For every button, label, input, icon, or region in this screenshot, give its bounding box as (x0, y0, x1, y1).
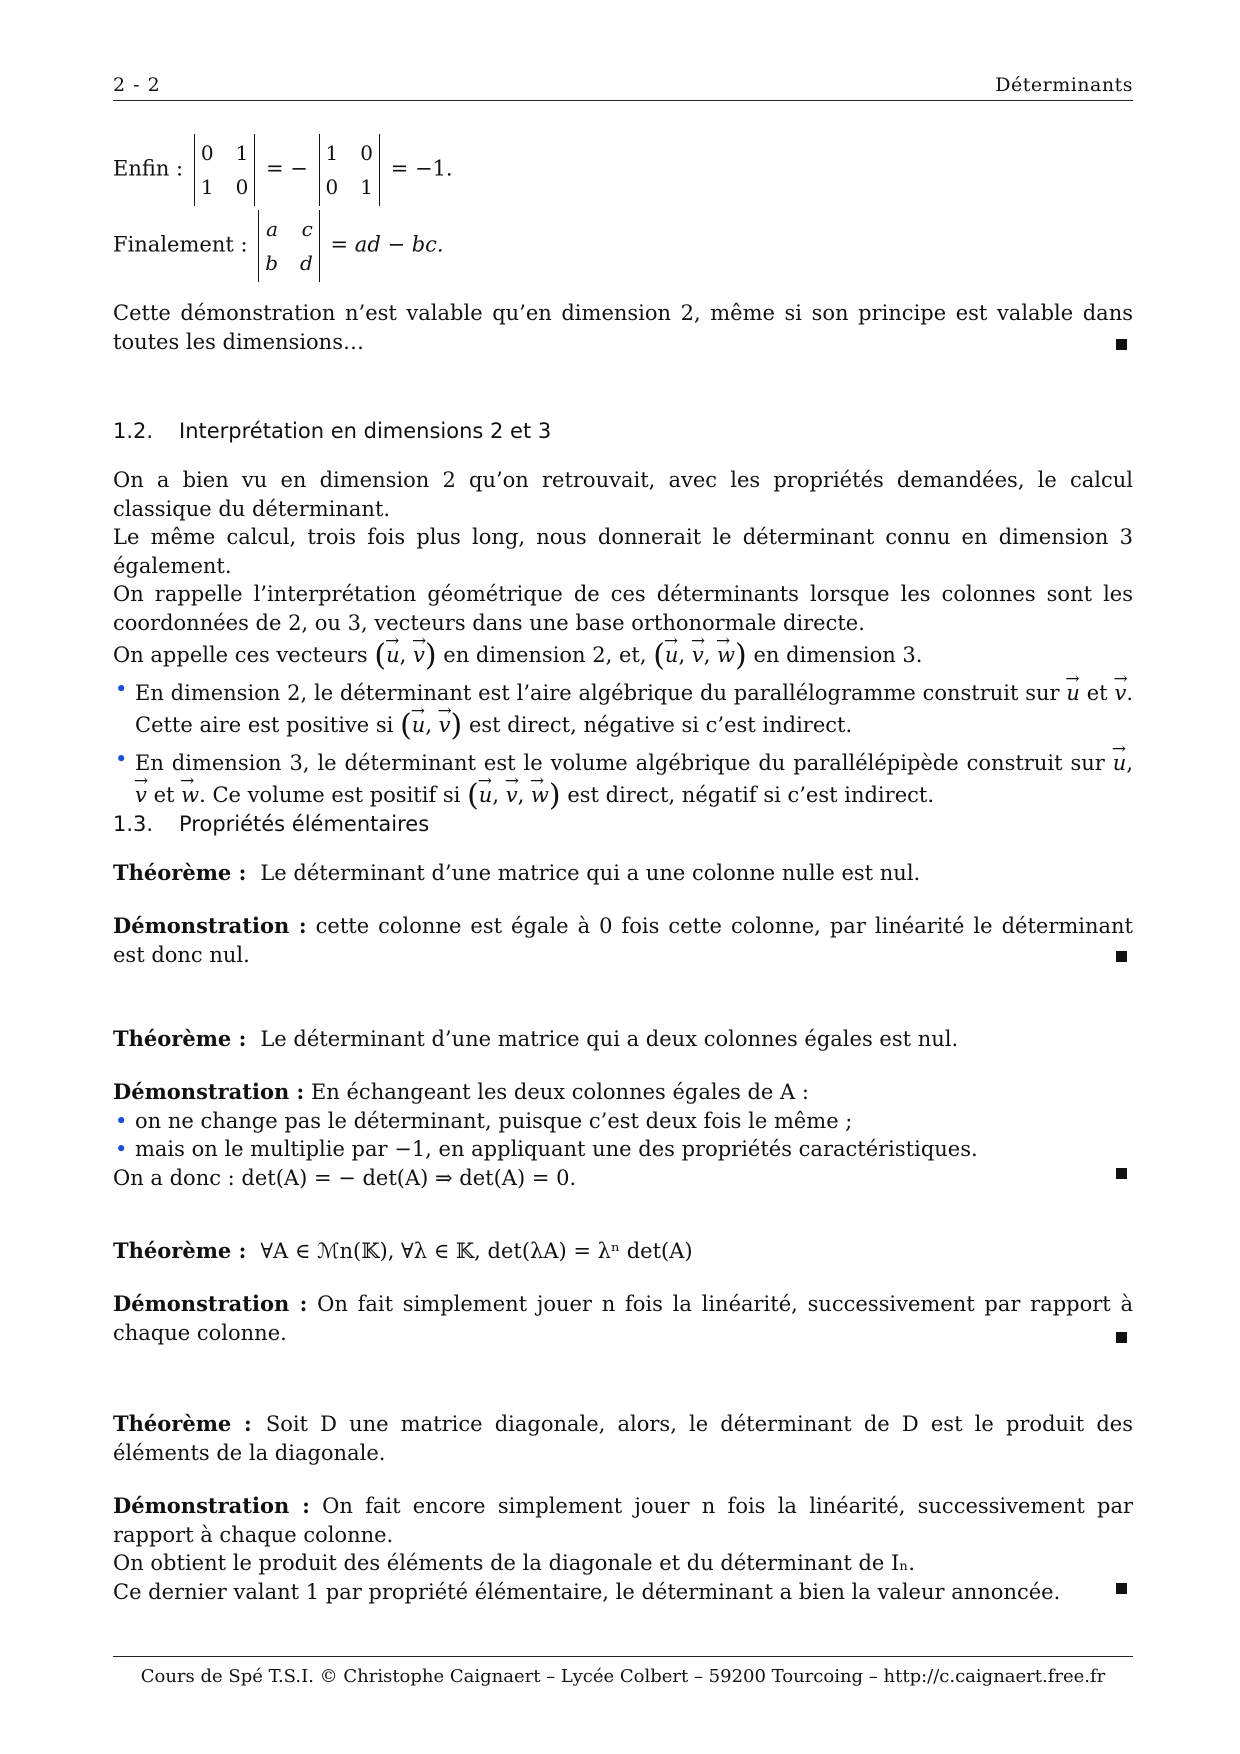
vector-v: → v (506, 777, 518, 810)
vector-u: → u (386, 637, 400, 670)
qed-icon (1116, 1332, 1127, 1343)
proof-3 (113, 1290, 1133, 1347)
finalement-label: Finalement : (113, 232, 248, 257)
m1-00: 0 (200, 141, 214, 165)
proof-text: On fait encore simplement jouer n fois la linéarité, successivement par rapport à chaque colonne. (113, 1494, 1133, 1547)
section-heading-1-2 (113, 419, 551, 443)
paragraph: On rappelle l’interprétation géométrique de ces déterminants lorsque les colonnes sont les coordonnées de 2, ou 3, vecteurs dans une base orthonormale directe. (113, 582, 1133, 635)
mf-10: b (265, 251, 279, 275)
theorem-text: Le déterminant d’une matrice qui a deux colonnes égales est nul. (260, 1027, 959, 1051)
qed-icon (1116, 951, 1127, 962)
vector-w: → w (531, 777, 549, 810)
text: et (153, 783, 175, 807)
vector-v: → v (439, 707, 451, 740)
mf-00: a (266, 217, 279, 241)
proof-text: On fait simplement jouer n fois la linéarité, successivement par rapport à chaque colonne. (113, 1292, 1134, 1345)
paren-open: ( (400, 708, 412, 743)
vector-v: → v (1114, 675, 1126, 708)
section-number: 1.3. (113, 812, 154, 836)
text: et (1086, 680, 1108, 705)
finalement-end: = ad − bc. (330, 232, 444, 257)
page-footer: Cours de Spé T.S.I. © Christophe Caignaert – Lycée Colbert – 59200 Tourcoing – http://c.caignaert.free.fr (140, 1666, 1106, 1687)
proof-4 (113, 1492, 1133, 1606)
enfin-label: Enfin : (113, 156, 184, 181)
theorem-text: Le déterminant d’une matrice qui a une colonne nulle est nul. (260, 861, 921, 885)
vector-u: → u (1066, 675, 1080, 708)
theorem-text: ∀A ∈ ℳn(𝕂), ∀λ ∈ 𝕂, det(λA) = λⁿ det(A) (260, 1239, 693, 1263)
matrix-enfin-2 (319, 134, 380, 206)
bullet-list (113, 675, 1133, 811)
proof-conclusion: Ce dernier valant 1 par propriété élémentaire, le déterminant a bien la valeur annoncée. (113, 1579, 1061, 1604)
text: en dimension 3. (753, 643, 923, 667)
paren-open: ( (653, 638, 665, 673)
header-rule (113, 100, 1133, 101)
sec12-body (113, 466, 1133, 815)
vector-u: → u (1113, 745, 1127, 778)
page-number: 2 - 2 (113, 74, 161, 96)
text: En dimension 3, le déterminant est le volume algébrique du parallélépipède construit sur (135, 750, 1105, 775)
proof-label: Démonstration : (113, 1079, 305, 1104)
list-item: • En dimension 2, le déterminant est l’aire algébrique du parallélogramme construit sur → u et → v. Cette aire est positive si (→ u, → v) est direct, négative si c’est indirect. (113, 675, 1133, 741)
qed-icon (1116, 339, 1127, 350)
footer-rule (113, 1656, 1133, 1657)
bullet-list (113, 1107, 1133, 1164)
matrix-enfin-1 (194, 134, 255, 206)
paren-close: ) (450, 708, 463, 743)
paren-close: ) (735, 638, 747, 673)
paren-open: ( (467, 778, 479, 813)
proof-label: Démonstration : (113, 1493, 310, 1518)
proof-2 (113, 1078, 1133, 1192)
section-number: 1.2. (113, 419, 154, 443)
theorem-4 (113, 1410, 1133, 1467)
proof-label: Démonstration : (113, 1291, 308, 1316)
qed-icon (1116, 1168, 1127, 1179)
vector-w: → w (181, 777, 199, 810)
m2-01: 0 (360, 141, 374, 165)
qed-icon (1116, 1583, 1127, 1594)
proof-conclusion: On a donc : det(A) = − det(A) ⇒ det(A) = 0. (113, 1165, 577, 1190)
enfin-mid: = − (265, 156, 308, 181)
vector-u: → u (479, 777, 493, 810)
theorem-1 (113, 859, 1133, 888)
enfin-end: = −1. (390, 156, 453, 181)
text: est direct, négative si c’est indirect. (468, 713, 853, 737)
m2-11: 1 (360, 175, 374, 199)
proof-label: Démonstration : (113, 913, 307, 938)
m1-10: 1 (200, 175, 214, 199)
paren-open: ( (374, 638, 387, 673)
vector-w: → w (717, 637, 735, 670)
paren-close: ) (424, 638, 437, 673)
text: est direct, négatif si c’est indirect. (567, 783, 934, 807)
theorem-label: Théorème : (113, 860, 247, 885)
vector-u: → u (412, 707, 426, 740)
paragraph-vectors: On appelle ces vecteurs (→ u, → v) en dimension 2, et, (→ u, → v, → w) en dimension 3. (113, 637, 1133, 671)
theorem-3 (113, 1237, 1133, 1266)
text: . Ce volume est positif si (199, 783, 461, 807)
text: en dimension 2, et, (443, 643, 647, 667)
chapter-title: Déterminants (995, 74, 1133, 96)
theorem-2 (113, 1025, 1133, 1054)
section-title: Propriétés élémentaires (179, 812, 430, 836)
finalement-line (113, 210, 1133, 282)
theorem-label: Théorème : (113, 1026, 247, 1051)
proof-1 (113, 912, 1133, 969)
proof-text: On obtient le produit des éléments de la diagonale et du déterminant de Iₙ. (113, 1551, 916, 1575)
paragraph: On a bien vu en dimension 2 qu’on retrouvait, avec les propriétés demandées, le calcul classique du déterminant. (113, 468, 1133, 521)
list-item: • on ne change pas le déterminant, puisque c’est deux fois le même ; (113, 1107, 1133, 1136)
vector-v: → v (135, 777, 147, 810)
mf-11: d (300, 251, 313, 275)
mf-01: c (301, 217, 313, 241)
proof-text: En échangeant les deux colonnes égales de A : (310, 1080, 809, 1104)
theorem-label: Théorème : (113, 1238, 247, 1263)
vector-u: → u (665, 637, 679, 670)
matrix-final (258, 210, 320, 282)
text: En dimension 2, le déterminant est l’aire algébrique du parallélogramme construit sur (135, 680, 1060, 705)
text: On appelle ces vecteurs (113, 643, 368, 667)
vector-v: → v (692, 637, 704, 670)
m1-01: 1 (235, 141, 249, 165)
paragraph: Le même calcul, trois fois plus long, nous donnerait le déterminant connu en dimension 3 également. (113, 525, 1133, 578)
vector-v: → v (413, 637, 425, 670)
text: Cette aire est positive si (135, 713, 394, 737)
m2-00: 1 (325, 141, 339, 165)
proof-text: cette colonne est égale à 0 fois cette colonne, par linéarité le déterminant est donc nul. (113, 914, 1133, 967)
m2-10: 0 (325, 175, 339, 199)
theorem-label: Théorème : (113, 1411, 252, 1436)
m1-11: 0 (235, 175, 249, 199)
section-title: Interprétation en dimensions 2 et 3 (179, 419, 552, 443)
list-item: • En dimension 3, le déterminant est le volume algébrique du parallélépipède construit sur → u, → v et → w. Ce volume est positif si (→ u, → v, → w) est direct, négatif si c’est indirect. (113, 745, 1133, 811)
section-heading-1-3 (113, 812, 429, 836)
paren-close: ) (548, 778, 561, 813)
theorem-text: Soit D une matrice diagonale, alors, le déterminant de D est le produit des éléments de la diagonale. (113, 1412, 1133, 1465)
intro-note: Cette démonstration n’est valable qu’en dimension 2, même si son principe est valable dans toutes les dimensions… (113, 301, 1133, 354)
enfin-line (113, 134, 1133, 206)
list-item: • mais on le multiplie par −1, en appliquant une des propriétés caractéristiques. (113, 1135, 1133, 1164)
